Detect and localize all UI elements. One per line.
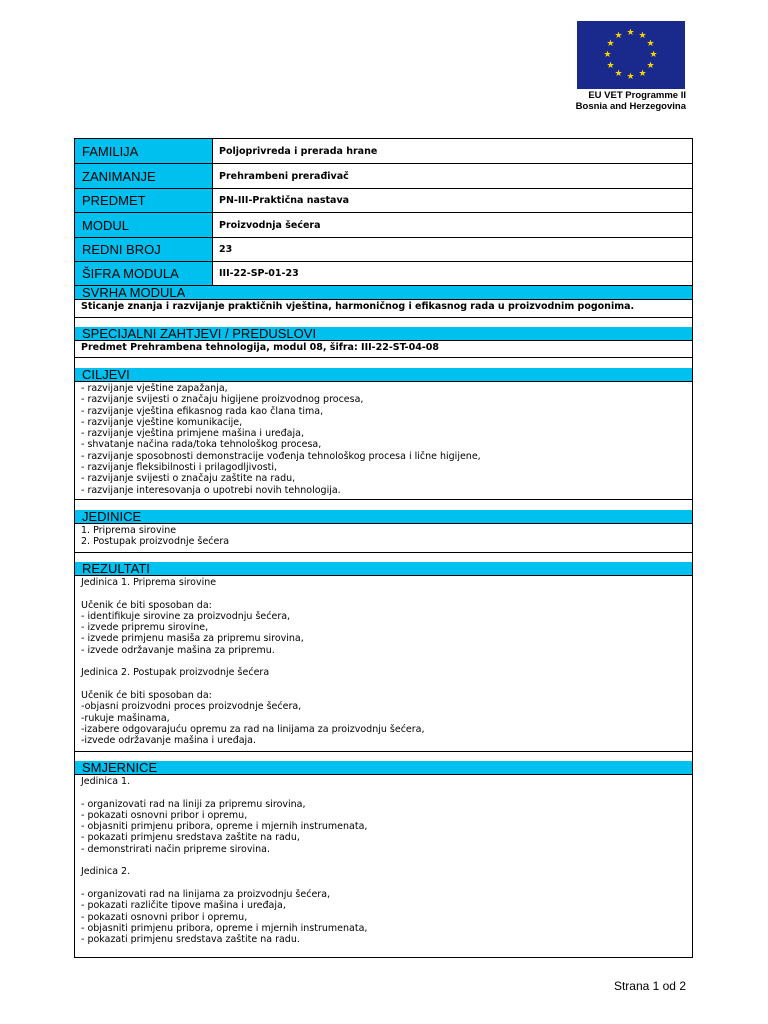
info-value: Poljoprivreda i prerada hrane — [219, 145, 378, 157]
star-icon: ★ — [603, 50, 612, 60]
star-icon: ★ — [649, 50, 658, 60]
info-value: 23 — [219, 244, 233, 255]
section-body-rezultati: Jedinica 1. Priprema sirovine Učenik će biti sposoban da: - identifikuje sirovine za proizvodnju šećera, - izvede pripremu sirovine, - izvede primjenu masiša za pripremu sirovina, - izvede održavanje mašina za pripremu. Jedinica 2. Postupak proizvodnje šećera Učenik će biti sposoban da: -objasni proizvodni proces proizvodnje šećera, -rukuje mašinama, -izabere odgovarajuću opremu za rad na linijama za proizvodnju šećera, -izvede održavanje mašina i uređaja. — [81, 577, 425, 747]
page-number: Strana 1 od 2 — [613, 979, 686, 993]
info-row-zanimanje — [75, 164, 692, 189]
info-row-modul — [75, 213, 692, 238]
section-body-smjernice: Jedinica 1. - organizovati rad na liniji za pripremu sirovina, - pokazati osnovni pribor i opremu, - objasniti primjenu pribora, opreme i mjernih instrumenata, - pokazati primjenu sredstava zaštite na radu, - demonstrirati način pripreme sirovina. Jedinica 2. - organizovati rad na linijama za proizvodnju šećera, - pokazati različite tipove mašina i uređaja, - pokazati osnovni pribor i opremu, - objasniti primjenu pribora, opreme i mjernih instrumenata, - pokazati primjenu sredstava zaštite na radu. — [81, 776, 368, 946]
info-label: MODUL — [75, 213, 213, 237]
star-icon: ★ — [646, 61, 655, 71]
section-header-jedinice: JEDINICE — [75, 510, 692, 524]
star-icon: ★ — [606, 61, 615, 71]
info-label: PREDMET — [75, 189, 213, 212]
module-table — [74, 138, 693, 958]
star-icon: ★ — [614, 69, 623, 79]
info-value: III-22-SP-01-23 — [219, 268, 299, 279]
section-body-jedinice: 1. Priprema sirovine 2. Postupak proizvodnje šećera — [81, 525, 230, 548]
info-value: PN-III-Praktična nastava — [219, 195, 350, 206]
eu-flag-icon — [577, 21, 685, 89]
info-value: Prehrambeni prerađivač — [219, 170, 349, 182]
divider — [75, 317, 692, 318]
section-body-svrha: Sticanje znanja i razvijanje praktičnih vještina, harmoničnog i efikasnog rada u proizvodnim pogonima. — [81, 301, 635, 312]
info-label: REDNI BROJ — [75, 238, 213, 261]
info-row-redni-broj — [75, 238, 692, 262]
star-icon: ★ — [606, 39, 615, 49]
divider — [75, 751, 692, 752]
star-icon: ★ — [614, 31, 623, 41]
star-icon: ★ — [646, 39, 655, 49]
section-header-rezultati: REZULTATI — [75, 562, 692, 576]
divider — [75, 499, 692, 500]
programme-country: Bosnia and Herzegovina — [575, 101, 686, 112]
info-row-sifra-modula — [75, 262, 692, 286]
star-icon: ★ — [626, 28, 635, 38]
star-icon: ★ — [638, 69, 647, 79]
programme-caption — [576, 90, 686, 112]
info-label: ZANIMANJE — [75, 164, 213, 188]
info-label: ŠIFRA MODULA — [75, 262, 213, 285]
section-header-ciljevi: CILJEVI — [75, 368, 692, 382]
programme-name: EU VET Programme II — [588, 90, 686, 101]
divider — [75, 357, 692, 358]
section-header-smjernice: SMJERNICE — [75, 761, 692, 775]
section-body-ciljevi: - razvijanje vještine zapažanja, - razvijanje svijesti o značaju higijene proizvodnog procesa, - razvijanje vještina efikasnog rada kao člana tima, - razvijanje vještine komunikacije, - razvijanje vještina primjene mašina i uređaja, - shvatanje načina rada/toka tehnološkog procesa, - razvijanje sposobnosti demonstracije vođenja tehnološkog procesa i lične higijene, - razvijanje fleksibilnosti i prilagodljivosti, - razvijanje svijesti o značaju zaštite na radu, - razvijanje interesovanja o upotrebi novih tehnologija. — [81, 383, 481, 496]
section-header-zahtjevi: SPECIJALNI ZAHTJEVI / PREDUSLOVI — [75, 327, 692, 341]
info-row-familija — [75, 139, 692, 164]
info-row-predmet — [75, 189, 692, 213]
info-label: FAMILIJA — [75, 139, 213, 163]
star-icon: ★ — [626, 72, 635, 82]
section-body-zahtjevi: Predmet Prehrambena tehnologija, modul 08, šifra: III-22-ST-04-08 — [81, 342, 440, 353]
section-header-svrha: SVRHA MODULA — [75, 286, 692, 300]
divider — [75, 552, 692, 553]
star-icon: ★ — [638, 31, 647, 41]
info-value: Proizvodnja šećera — [219, 219, 321, 231]
